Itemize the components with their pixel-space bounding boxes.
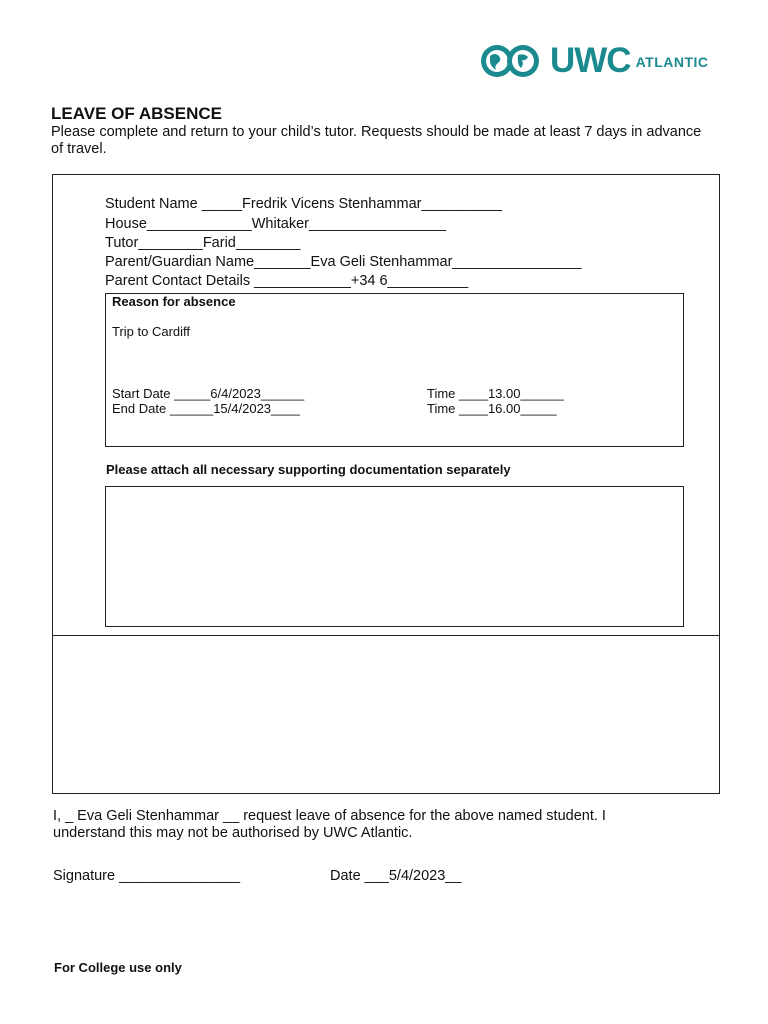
start-time-field[interactable]: Time ____13.00______ bbox=[427, 386, 564, 401]
house-field[interactable]: House_____________Whitaker_________________ bbox=[105, 216, 447, 232]
declaration-line-1: I, _ Eva Geli Stenhammar __ request leave of absence for the above named student. I bbox=[53, 808, 606, 824]
form-divider bbox=[52, 635, 719, 636]
end-date-field[interactable]: End Date ______15/4/2023____ bbox=[112, 401, 300, 416]
declaration-line-2: understand this may not be authorised by UWC Atlantic. bbox=[53, 825, 413, 841]
reason-box bbox=[105, 293, 684, 447]
start-date-field[interactable]: Start Date _____6/4/2023______ bbox=[112, 386, 305, 401]
attach-note: Please attach all necessary supporting documentation separately bbox=[106, 462, 511, 477]
page-title: LEAVE OF ABSENCE bbox=[51, 104, 222, 123]
college-use-label: For College use only bbox=[54, 960, 182, 975]
signature-field[interactable]: Signature _______________ bbox=[53, 868, 241, 884]
reason-heading: Reason for absence bbox=[112, 294, 236, 309]
tutor-field[interactable]: Tutor________Farid________ bbox=[105, 235, 301, 251]
intro-text: Please complete and return to your child’s tutor. Requests should be made at least 7 days in advance of travel. bbox=[51, 124, 702, 157]
uwc-atlantic-logo bbox=[480, 40, 709, 82]
parent-contact-field[interactable]: Parent Contact Details ____________+34 6__________ bbox=[105, 273, 469, 289]
logo-wordmark: UWC bbox=[550, 41, 631, 80]
documentation-box[interactable] bbox=[105, 486, 684, 627]
globe-logo-icon bbox=[480, 42, 544, 80]
parent-name-field[interactable]: Parent/Guardian Name_______Eva Geli Stenhammar________________ bbox=[105, 254, 582, 270]
date-field[interactable]: Date ___5/4/2023__ bbox=[330, 868, 462, 884]
logo-subtext: ATLANTIC bbox=[635, 54, 709, 70]
reason-text[interactable]: Trip to Cardiff bbox=[112, 324, 191, 339]
end-time-field[interactable]: Time ____16.00_____ bbox=[427, 401, 557, 416]
student-name-field[interactable]: Student Name _____Fredrik Vicens Stenhammar__________ bbox=[105, 196, 503, 212]
